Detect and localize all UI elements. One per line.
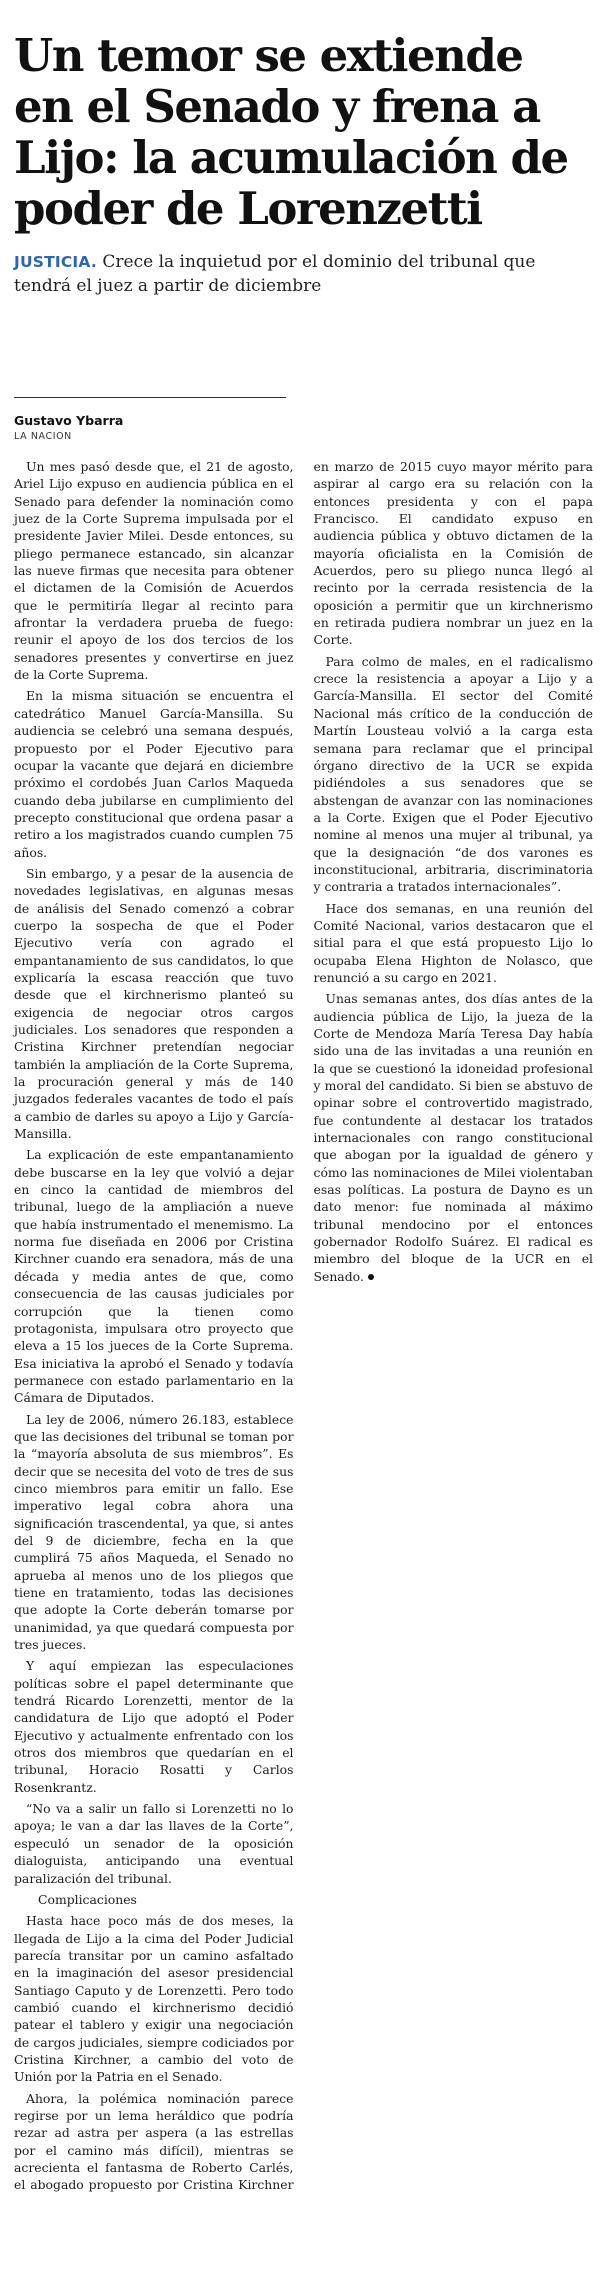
- paragraph: Sin embargo, y a pesar de la ausencia de novedades legislativas, en algunas mesas de análisis del Senado comenzó a cobrar cuerpo la sospecha de que el Poder Ejecutivo vería con agrado el empantanamiento de sus candidatos, lo que explicaría la escasa reacción que tuvo desde que el kirchnerismo planteó su exigencia de negociar otros cargos judiciales. Los senadores que responden a Cristina Kirchner pretendían negociar también la ampliación de la Corte Suprema, la procuración general y más de 140 juzgados federales vacantes de todo el país a cambio de darles su apoyo a Lijo y García-Mansilla.: [14, 865, 294, 1142]
- paragraph: Ahora, la polémica nominación parece regirse por un lema heráldico que podría rezar ad astra per aspera (a las estrellas por el camino más difícil), mientras se acrecienta el fantasma de Roberto Carlés, el abogado propuesto por Cristina Kirchner en marzo de 2015 cuyo mayor mérito para aspirar al cargo era su relación con la entonces presidenta y con el papa Francisco. El candidato expuso en audiencia pública y obtuvo dictamen de la mayoría oficialista en la Comisión de Acuerdos, pero su pliego nunca llegó al recinto por la cerrada resistencia de la oposición a permitir que un kirchnerismo en retirada pudiera nombrar un juez en la Corte.: [14, 459, 593, 2193]
- paragraph-last-text: Unas semanas antes, dos días antes de la audiencia pública de Lijo, la jueza de la Corte de Mendoza María Teresa Day había sido una de las invitadas a una reunión en la que se cuestionó la idoneidad profesional y moral del candidato. Si bien se abstuvo de opinar sobre el controvertido magistrado, fue contundente al destacar los tratados internacionales con rango constitucional que abogan por la igualdad de género y cómo las nominaciones de Milei violentaban esas políticas. La postura de Dayno es un dato menor: fue nominada al máximo tribunal mendocino por el entonces gobernador Rodolfo Suárez. El radical es miembro del bloque de la UCR en el Senado.: [313, 991, 593, 1284]
- headline: Un temor se extiende en el Senado y frena a Lijo: la acumulación de poder de Lorenzetti: [14, 29, 568, 235]
- paragraph: Un mes pasó desde que, el 21 de agosto, Ariel Lijo expuso en audiencia pública en el Senado para defender la nominación como juez de la Corte Suprema impulsada por el presidente Javier Milei. Desde entonces, su pliego permanece estancado, sin alcanzar las nueve firmas que necesita para obtener el dictamen de la Comisión de Acuerdos que le permitiría llegar al recinto para afrontar la verdadera prueba de fuego: reunir el apoyo de los dos tercios de los senadores presentes y convertirse en juez de la Corte Suprema.: [14, 459, 294, 683]
- deck: [14, 250, 593, 298]
- paragraph: Hace dos semanas, en una reunión del Comité Nacional, varios destacaron que el sitial para el que está propuesto Lijo lo ocupaba Elena Highton de Nolasco, que renunció a su cargo en 2021.: [313, 900, 593, 985]
- paragraph: La ley de 2006, número 26.183, establece que las decisiones del tribunal se toman por la “mayoría absoluta de sus miembros”. Es decir que se necesita del voto de tres de sus cinco miembros para emitir un fallo. Ese imperativo legal cobra ahora una significación trascendental, ya que, si antes del 9 de diciembre, fecha en la que cumplirá 75 años Maqueda, el Senado no aprueba al menos uno de los pliegos que tiene en tratamiento, todas las decisiones que adopte la Corte deberán tomarse por unanimidad, ya que quedará compuesta por tres jueces.: [14, 1411, 294, 1653]
- byline: [14, 413, 286, 442]
- author-name: Gustavo Ybarra: [14, 413, 124, 428]
- paragraph: “No va a salir un fallo si Lorenzetti no lo apoya; le van a dar las llaves de la Corte”, especuló un senador de la oposición dialoguista, anticipando una eventual paralización del tribunal.: [14, 1801, 294, 1886]
- end-mark-icon: [368, 1274, 374, 1280]
- byline-rule: [14, 397, 286, 398]
- paragraph: Y aquí empiezan las especulaciones políticas sobre el papel determinante que tendrá Ricardo Lorenzetti, mentor de la candidatura de Lijo que adoptó el Poder Ejecutivo y actualmente enfrentado con los otros dos miembros que quedarían en el tribunal, Horacio Rosatti y Carlos Rosenkrantz.: [14, 1658, 294, 1795]
- paragraph: Para colmo de males, en el radicalismo crece la resistencia a apoyar a Lijo y a García-Mansilla. El sector del Comité Nacional más crítico de la conducción de Martín Lousteau volvió a la carga esta semana para reclamar que el principal órgano directivo de la UCR se expida pidiéndoles a sus senadores que se abstengan de avanzar con las nominaciones a la Corte. Exigen que el Poder Ejecutivo nomine al menos una mujer al tribunal, ya que la designación “de dos varones es inconstitucional, arbitraria, discriminatoria y contraria a tratados internacionales”.: [313, 653, 593, 895]
- paragraph: La explicación de este empantanamiento debe buscarse en la ley que volvió a dejar en cinco la cantidad de miembros del tribunal, luego de la ampliación a nueve que había instrumentado el menemismo. La norma fue diseñada en 2006 por Cristina Kirchner cuando era senadora, más de una década y media antes de que, como consecuencia de las causas judiciales por corrupción que la tienen como protagonista, impulsara otro proyecto que eleva a 15 los jueces de la Corte Suprema. Esa iniciativa la aprobó el Senado y todavía permanece con estado parlamentario en la Cámara de Diputados.: [14, 1147, 294, 1406]
- paragraph-last: [314, 990, 594, 1285]
- deck-text: Crece la inquietud por el dominio del tribunal que tendrá el juez a partir de diciembre: [14, 252, 536, 296]
- subheading: Complicaciones: [38, 1891, 137, 1907]
- paragraph: Hasta hace poco más de dos meses, la llegada de Lijo a la cima del Poder Judicial parecía transitar por un camino asfaltado en la imaginación del asesor presidencial Santiago Caputo y de Lorenzetti. Pero todo cambió cuando el kirchnerismo decidió patear el tablero y exigir una negociación de cargos judiciales, siempre codiciados por Cristina Kirchner, a cambio del voto de Unión por la Patria en el Senado.: [14, 1913, 294, 2085]
- section-kicker: JUSTICIA.: [14, 253, 97, 271]
- outlet-name: LA NACION: [14, 431, 72, 442]
- article-body: [14, 458, 593, 2198]
- paragraph: En la misma situación se encuentra el catedrático Manuel García-Mansilla. Su audiencia se celebró una semana después, propuesto por el Poder Ejecutivo para ocupar la vacante que dejará en diciembre próximo el cordobés Juan Carlos Maqueda cuando deba jubilarse en cumplimiento del precepto constitucional que ordena pasar a retiro a los magistrados cuando cumplen 75 años.: [14, 688, 294, 860]
